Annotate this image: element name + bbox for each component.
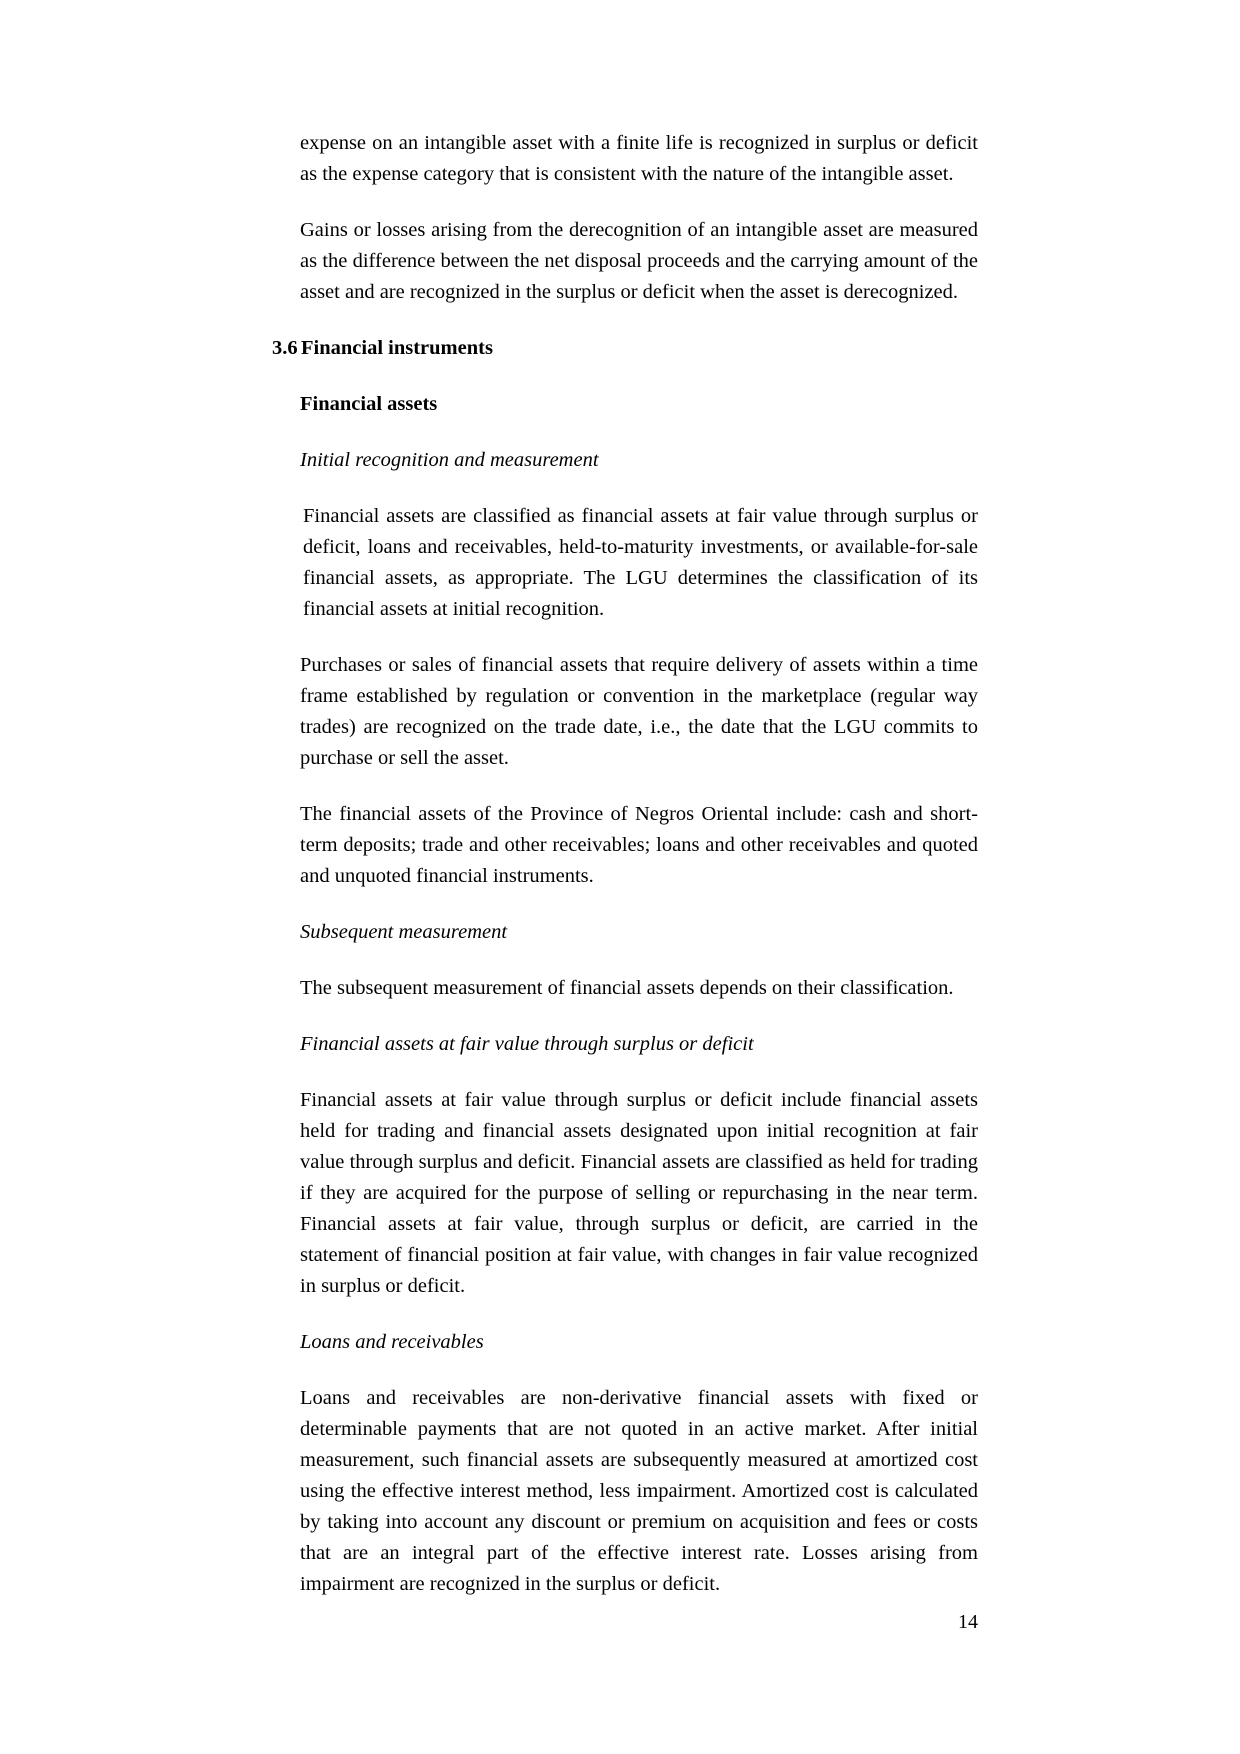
paragraph-intangible-amortization: expense on an intangible asset with a finite life is recognized in surplus or deficit as the expense category that is consistent with the nature of the intangible asset.	[300, 132, 978, 185]
paragraph-regular-way-trades: Purchases or sales of financial assets that require delivery of assets within a time frame established by regulation or convention in the marketplace (regular way trades) are recognized on the trade date, i.e., the date that the LGU commits to purchase or sell the asset.	[300, 654, 978, 769]
subheading-loans-and-receivables: Loans and receivables	[300, 1331, 484, 1353]
paragraph-province-financial-assets: The financial assets of the Province of Negros Oriental include: cash and short-term deposits; trade and other receivables; loans and other receivables and quoted and unquoted financial instruments.	[300, 803, 978, 887]
page-number: 14	[958, 1611, 978, 1633]
paragraph-fair-value-through-surplus-or-deficit: Financial assets at fair value through surplus or deficit include financial assets held for trading and financial assets designated upon initial recognition at fair value through surplus and deficit. Financial assets are classified as held for trading if they are acquired for the purpose of selling or repurchasing in the near term. Financial assets at fair value, through surplus or deficit, are carried in the statement of financial position at fair value, with changes in fair value recognized in surplus or deficit.	[300, 1089, 978, 1297]
section-heading-label: Financial instruments	[301, 337, 493, 359]
paragraph-derecognition: Gains or losses arising from the derecognition of an intangible asset are measured as the difference between the net disposal proceeds and the carrying amount of the asset and are recognized in the surplus or deficit when the asset is derecognized.	[300, 219, 978, 303]
paragraph-loans-and-receivables: Loans and receivables are non-derivative financial assets with fixed or determinable payments that are not quoted in an active market. After initial measurement, such financial assets are subsequently measured at amortized cost using the effective interest method, less impairment. Amortized cost is calculated by taking into account any discount or premium on acquisition and fees or costs that are an integral part of the effective interest rate. Losses arising from impairment are recognized in the surplus or deficit.	[300, 1387, 978, 1595]
subheading-fair-value-through-surplus-or-deficit: Financial assets at fair value through surplus or deficit	[300, 1033, 754, 1055]
paragraph-subsequent-measurement: The subsequent measurement of financial assets depends on their classification.	[300, 977, 954, 999]
page-content-column	[272, 128, 978, 1600]
section-heading-3-6	[272, 333, 978, 364]
section-number: 3.6	[272, 337, 298, 359]
subheading-subsequent-measurement: Subsequent measurement	[300, 921, 508, 943]
subheading-financial-assets: Financial assets	[300, 393, 438, 415]
paragraph-classification: Financial assets are classified as financial assets at fair value through surplus or deficit, loans and receivables, held-to-maturity investments, or available-for-sale financial assets, as appropriate. The LGU determines the classification of its financial assets at initial recognition.	[303, 505, 978, 620]
subheading-initial-recognition-and-measurement: Initial recognition and measurement	[300, 449, 599, 471]
